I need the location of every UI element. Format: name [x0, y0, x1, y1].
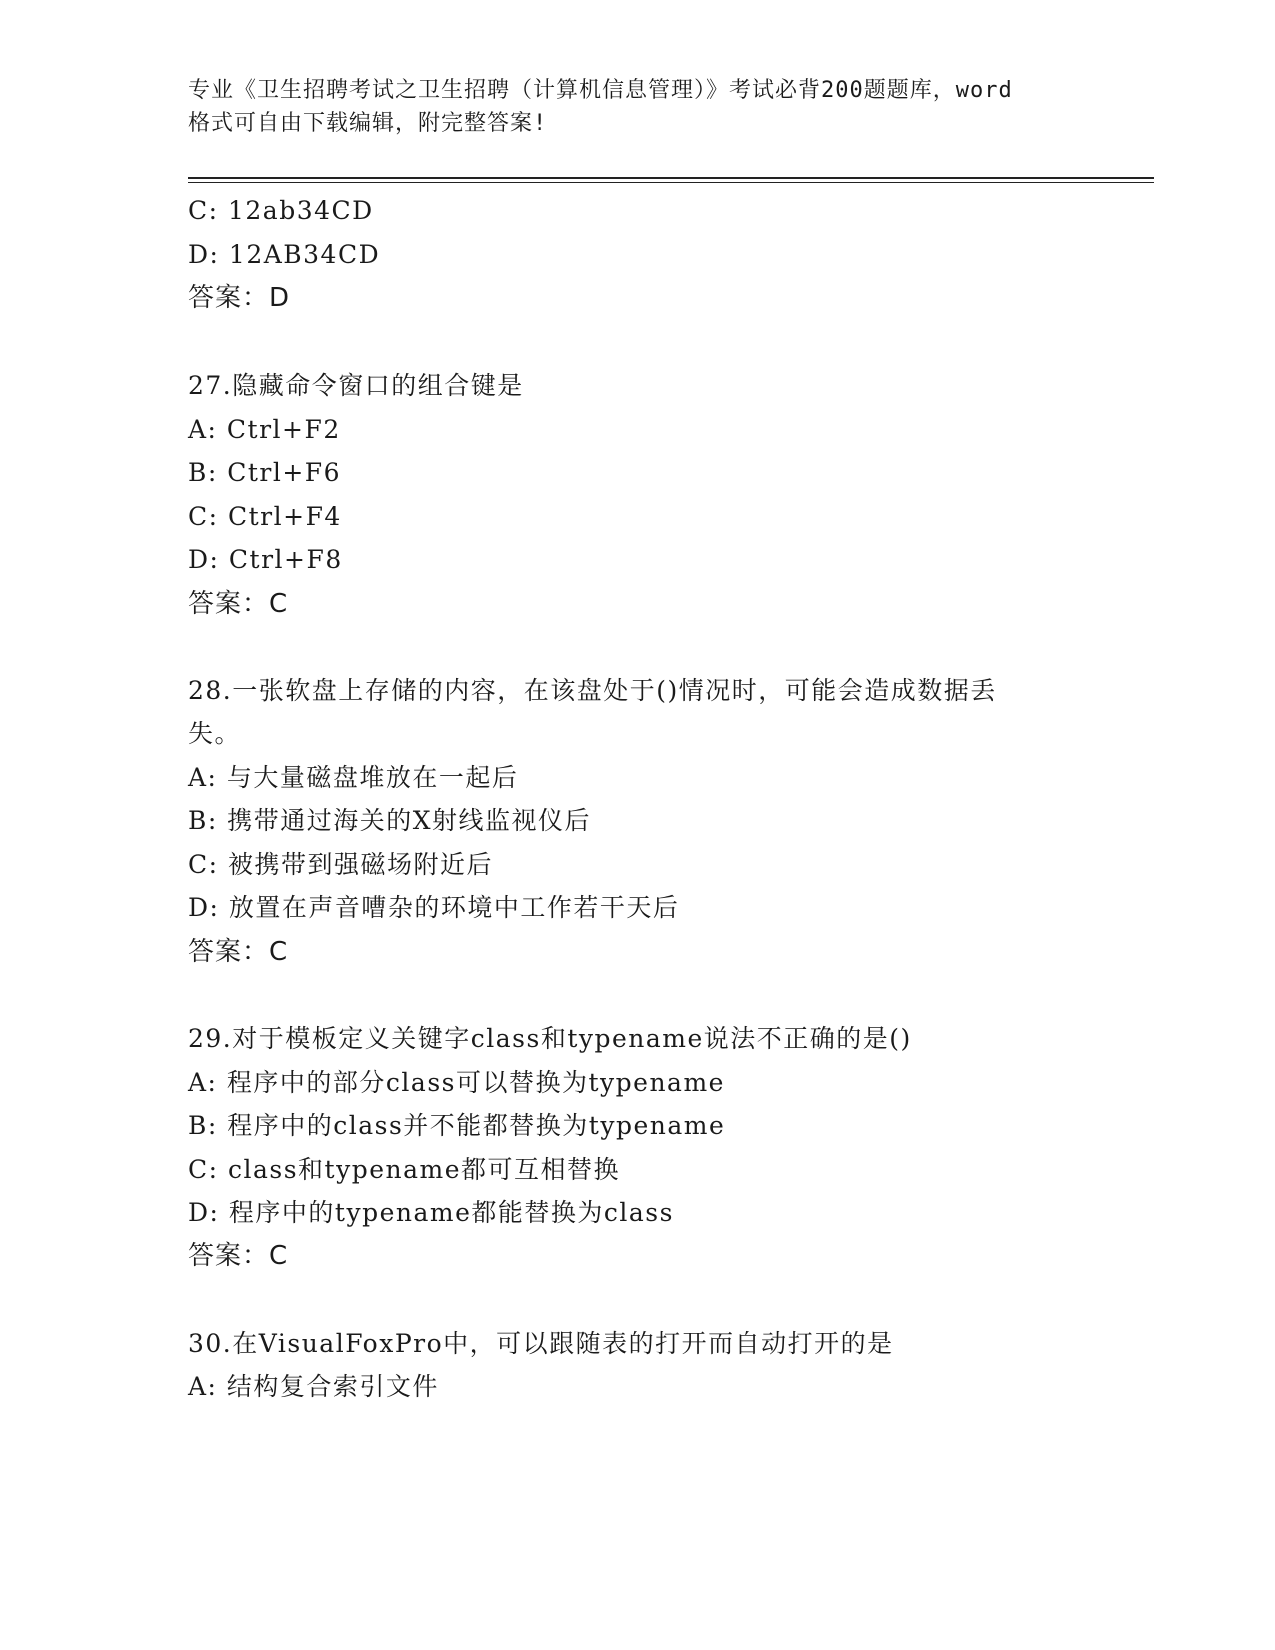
header-line-1: 专业《卫生招聘考试之卫生招聘（计算机信息管理）》考试必背200题题库，word — [188, 78, 1013, 103]
q28-option-a: A: 与大量磁盘堆放在一起后 — [188, 763, 519, 792]
prev-option-d: D: 12AB34CD — [188, 240, 381, 269]
q28-option-b: B: 携带通过海关的X射线监视仪后 — [188, 806, 592, 835]
q28-stem-line-1: 28.一张软盘上存储的内容，在该盘处于()情况时，可能会造成数据丢 — [188, 676, 997, 705]
q29-option-a: A: 程序中的部分class可以替换为typename — [188, 1068, 725, 1097]
header-divider-thick — [188, 177, 1154, 179]
q27-option-d: D: Ctrl+F8 — [188, 545, 343, 574]
q27-stem: 27.隐藏命令窗口的组合键是 — [188, 371, 524, 400]
q29-option-c: C: class和typename都可互相替换 — [188, 1155, 621, 1184]
header-line-2: 格式可自由下载编辑，附完整答案! — [188, 111, 548, 136]
header-divider-thin — [188, 182, 1154, 183]
q29-option-d: D: 程序中的typename都能替换为class — [188, 1198, 674, 1227]
prev-answer: 答案：D — [188, 283, 291, 313]
q29-option-b: B: 程序中的class并不能都替换为typename — [188, 1111, 726, 1140]
q28-option-c: C: 被携带到强磁场附近后 — [188, 850, 493, 879]
q27-option-c: C: Ctrl+F4 — [188, 502, 342, 531]
prev-option-c: C: 12ab34CD — [188, 196, 374, 225]
q29-answer: 答案：C — [188, 1241, 289, 1271]
document-header — [188, 74, 1088, 140]
q27-option-a: A: Ctrl+F2 — [188, 415, 341, 444]
q30-option-a: A: 结构复合索引文件 — [188, 1372, 439, 1401]
q28-answer: 答案：C — [188, 937, 289, 967]
q30-stem: 30.在VisualFoxPro中，可以跟随表的打开而自动打开的是 — [188, 1329, 894, 1358]
q28-stem-line-2: 失。 — [188, 719, 242, 748]
q29-stem: 29.对于模板定义关键字class和typename说法不正确的是() — [188, 1024, 912, 1053]
q27-option-b: B: Ctrl+F6 — [188, 458, 342, 487]
q28-option-d: D: 放置在声音嘈杂的环境中工作若干天后 — [188, 893, 680, 922]
q27-answer: 答案：C — [188, 589, 289, 619]
